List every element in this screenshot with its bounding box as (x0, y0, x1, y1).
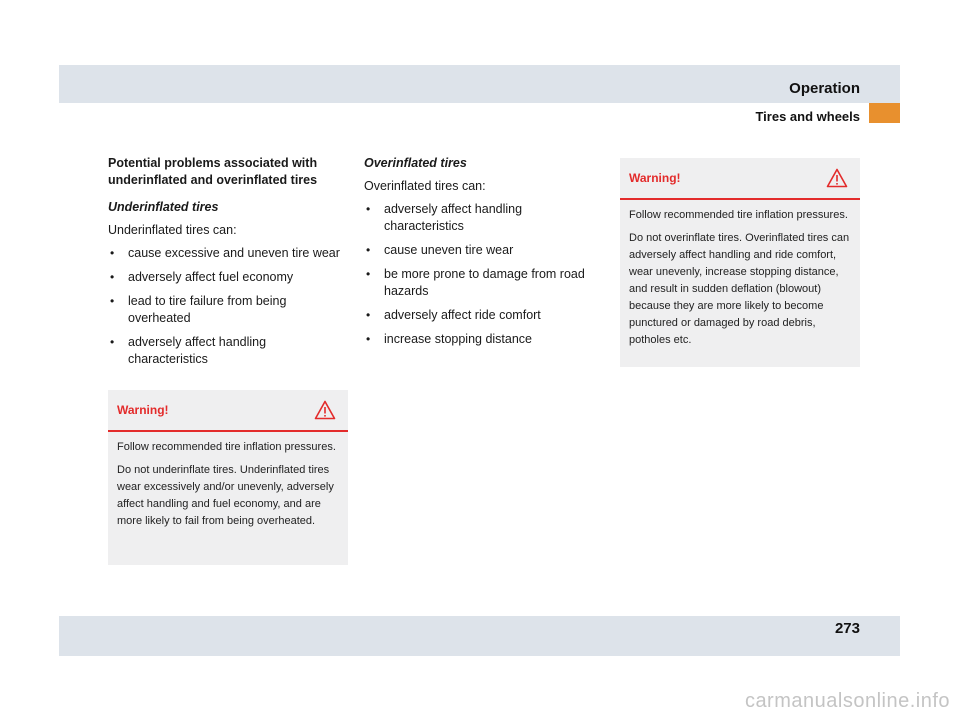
warning-text: Do not underinflate tires. Underinflated tires wear excessively and/or unevenly, adversely affect handling and fuel economy, and are more likely to fail from being overheated. (117, 464, 334, 527)
warning-triangle-icon (314, 400, 336, 420)
header-band (59, 65, 900, 103)
warning-triangle-icon (826, 168, 848, 188)
warning-text: Follow recommended tire inflation pressures. (629, 209, 848, 221)
bullet-icon: • (366, 267, 371, 281)
warning-title: Warning! (629, 171, 681, 185)
warning-box-underinflation (108, 390, 348, 565)
bullet-icon: • (110, 335, 115, 349)
list-item: • increase stopping distance (366, 332, 533, 346)
warning-body (620, 200, 860, 349)
list-item: • cause excessive and uneven tire wear (110, 246, 340, 260)
left-column (108, 155, 348, 375)
list-item: • lead to tire failure from being overheated (110, 294, 287, 325)
list-item: • adversely affect handling characteristics (110, 335, 267, 366)
middle-column (364, 155, 604, 355)
footer-band (59, 616, 900, 656)
list-item: • be more prone to damage from road hazards (366, 267, 585, 298)
warning-header (108, 390, 348, 432)
underinflated-intro: Underinflated tires can: (108, 223, 237, 237)
warning-body (108, 432, 348, 530)
warning-box-overinflation (620, 158, 860, 367)
bullet-icon: • (366, 308, 371, 322)
bullet-icon: • (366, 332, 371, 346)
list-item: • adversely affect handling characteristics (366, 202, 523, 233)
section-title: Operation (789, 80, 860, 97)
warning-header (620, 158, 860, 200)
list-item: • adversely affect ride comfort (366, 308, 541, 322)
warning-text: Follow recommended tire inflation pressures. (117, 441, 336, 453)
list-item: • adversely affect fuel economy (110, 270, 294, 284)
page-number: 273 (834, 620, 860, 637)
bullet-icon: • (110, 270, 115, 284)
subsection-title: Tires and wheels (755, 109, 860, 124)
overinflated-subheading: Overinflated tires (364, 156, 467, 170)
warning-text: Do not overinflate tires. Overinflated tires can adversely affect handling and ride comfort, wear unevenly, increase stopping distance, and result in sudden deflation (blowout) because they are more likely to become punctured or damaged by road debris, potholes etc. (629, 232, 850, 346)
page-heading: Potential problems associated with underinflated and overinflated tires (108, 156, 318, 187)
bullet-icon: • (110, 294, 115, 308)
section-tab-marker (869, 103, 900, 123)
underinflated-list (108, 245, 348, 368)
bullet-icon: • (366, 202, 371, 216)
list-item: • cause uneven tire wear (366, 243, 514, 257)
warning-title: Warning! (117, 403, 169, 417)
underinflated-subheading: Underinflated tires (108, 200, 219, 214)
bullet-icon: • (110, 246, 115, 260)
watermark: carmanualsonline.info (744, 690, 950, 712)
overinflated-intro: Overinflated tires can: (364, 179, 486, 193)
bullet-icon: • (366, 243, 371, 257)
overinflated-list (364, 201, 604, 348)
